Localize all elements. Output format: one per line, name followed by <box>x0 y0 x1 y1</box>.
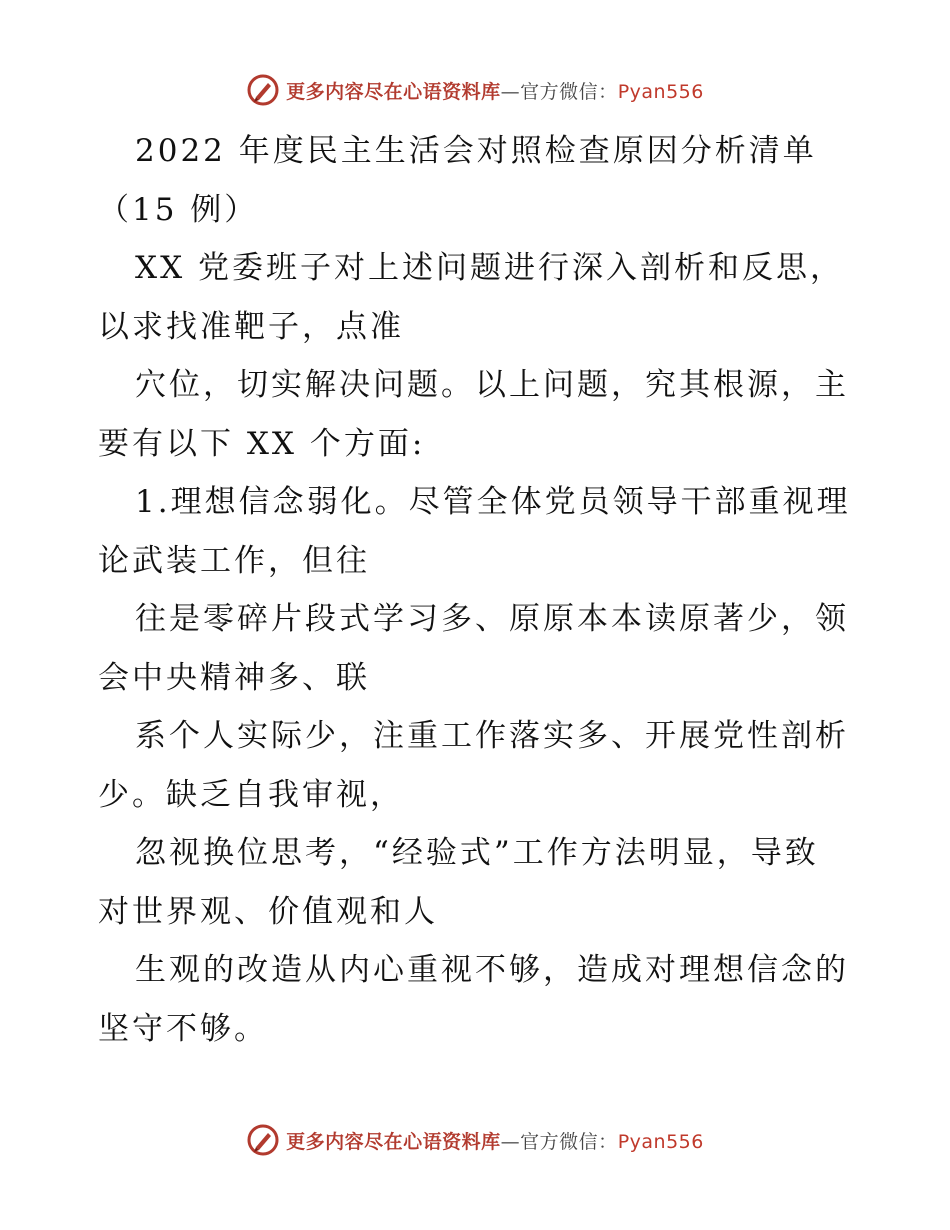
paragraph-line: 1.理想信念弱化。尽管全体党员领导干部重视理 <box>135 484 851 520</box>
doc-title-count: （15 例） <box>98 191 259 228</box>
banner-text <box>286 1127 704 1154</box>
paragraph-line: 穴位，切实解决问题。以上问题，究其根源，主 <box>135 367 849 403</box>
paragraph-line: XX 党委班子对上述问题进行深入剖析和反思， <box>135 250 844 286</box>
doc-title-line: 2022 年度民主生活会对照检查原因分析清单 <box>135 133 817 169</box>
banner-text <box>286 77 704 104</box>
document-body <box>98 122 858 1058</box>
paragraph-line: 少。缺乏自我审视， <box>98 776 404 813</box>
banner-sub-text: 官方微信： <box>520 80 618 103</box>
paragraph-line: 生观的改造从内心重视不够，造成对理想信念的 <box>135 952 849 988</box>
footer-watermark-banner <box>0 1120 950 1160</box>
paragraph-line: 论武装工作，但往 <box>98 542 370 579</box>
banner-dash: — <box>500 80 521 103</box>
paragraph-line: 对世界观、价值观和人 <box>98 893 438 930</box>
paragraph-line: 系个人实际少，注重工作落实多、开展党性剖析 <box>135 718 849 754</box>
banner-dash: — <box>500 1130 521 1153</box>
banner-wechat-id: Pyan556 <box>617 80 704 103</box>
banner-main-text: 更多内容尽在心语资料库 <box>286 80 501 103</box>
banner-wechat-id: Pyan556 <box>617 1130 704 1153</box>
header-watermark-banner <box>0 70 950 110</box>
paragraph-line: 要有以下 XX 个方面: <box>98 425 426 462</box>
pen-logo-icon <box>246 73 280 107</box>
pen-logo-icon <box>246 1123 280 1157</box>
paragraph-line: 坚守不够。 <box>98 1010 268 1047</box>
banner-main-text: 更多内容尽在心语资料库 <box>286 1130 501 1153</box>
paragraph-line: 以求找准靶子，点准 <box>98 308 404 345</box>
paragraph-line: 往是零碎片段式学习多、原原本本读原著少，领 <box>135 601 849 637</box>
paragraph-line: 忽视换位思考，“经验式”工作方法明显，导致 <box>135 835 819 871</box>
banner-sub-text: 官方微信： <box>520 1130 618 1153</box>
paragraph-line: 会中央精神多、联 <box>98 659 370 696</box>
